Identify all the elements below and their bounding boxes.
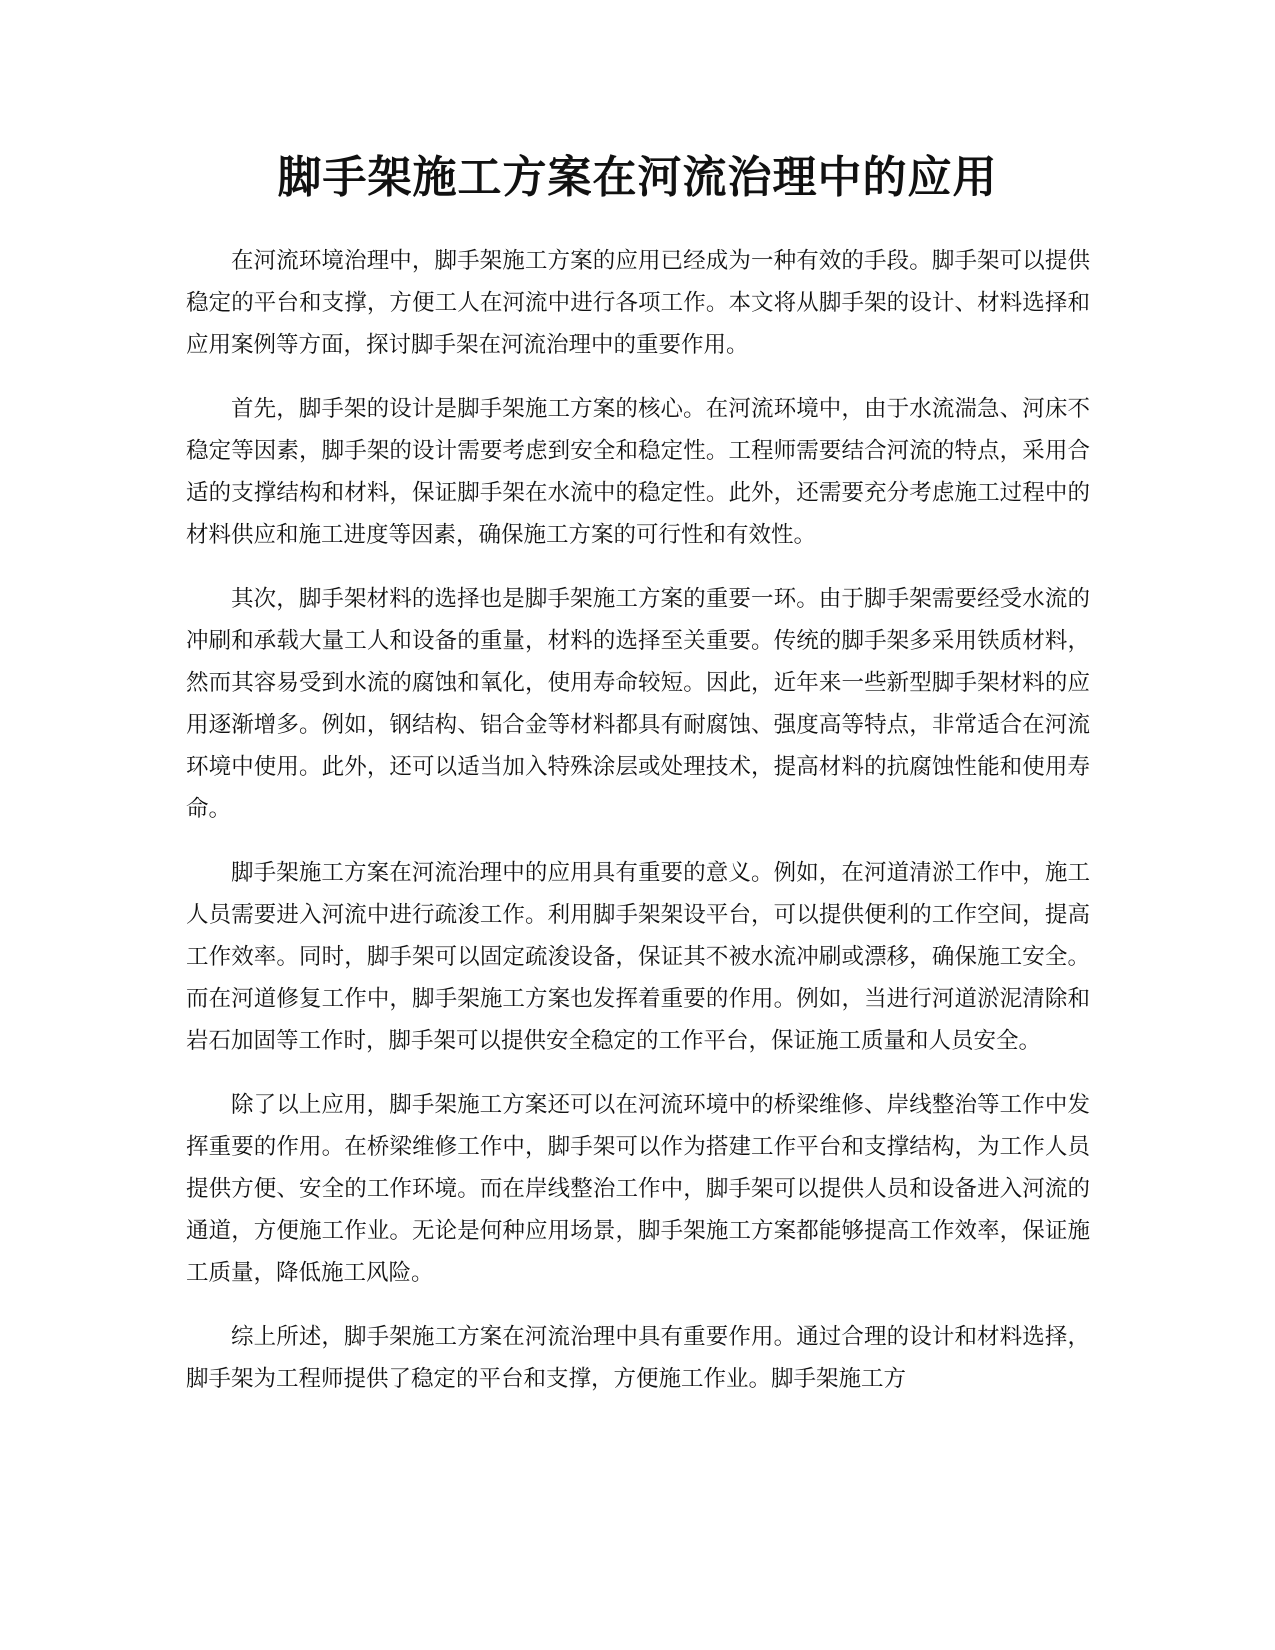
paragraph-1: 在河流环境治理中，脚手架施工方案的应用已经成为一种有效的手段。脚手架可以提供稳定的平台和支撑，方便工人在河流中进行各项工作。本文将从脚手架的设计、材料选择和应用案例等方面，探讨脚手架在河流治理中的重要作用。 bbox=[186, 248, 1090, 358]
paragraph-3: 其次，脚手架材料的选择也是脚手架施工方案的重要一环。由于脚手架需要经受水流的冲刷和承载大量工人和设备的重量，材料的选择至关重要。传统的脚手架多采用铁质材料，然而其容易受到水流的腐蚀和氧化，使用寿命较短。因此，近年来一些新型脚手架材料的应用逐渐增多。例如，钢结构、铝合金等材料都具有耐腐蚀、强度高等特点，非常适合在河流环境中使用。此外，还可以适当加入特殊涂层或处理技术，提高材料的抗腐蚀性能和使用寿命。 bbox=[186, 586, 1090, 822]
paragraph-6: 综上所述，脚手架施工方案在河流治理中具有重要作用。通过合理的设计和材料选择，脚手架为工程师提供了稳定的平台和支撑，方便施工作业。脚手架施工方 bbox=[186, 1324, 1090, 1392]
document-body bbox=[186, 240, 1090, 1422]
paragraph-5: 除了以上应用，脚手架施工方案还可以在河流环境中的桥梁维修、岸线整治等工作中发挥重要的作用。在桥梁维修工作中，脚手架可以作为搭建工作平台和支撑结构，为工作人员提供方便、安全的工作环境。而在岸线整治工作中，脚手架可以提供人员和设备进入河流的通道，方便施工作业。无论是何种应用场景，脚手架施工方案都能够提高工作效率，保证施工质量，降低施工风险。 bbox=[186, 1092, 1090, 1286]
document-title: 脚手架施工方案在河流治理中的应用 bbox=[277, 152, 998, 203]
paragraph-2: 首先，脚手架的设计是脚手架施工方案的核心。在河流环境中，由于水流湍急、河床不稳定等因素，脚手架的设计需要考虑到安全和稳定性。工程师需要结合河流的特点，采用合适的支撑结构和材料，保证脚手架在水流中的稳定性。此外，还需要充分考虑施工过程中的材料供应和施工进度等因素，确保施工方案的可行性和有效性。 bbox=[186, 396, 1090, 548]
paragraph-4: 脚手架施工方案在河流治理中的应用具有重要的意义。例如，在河道清淤工作中，施工人员需要进入河流中进行疏浚工作。利用脚手架架设平台，可以提供便利的工作空间，提高工作效率。同时，脚手架可以固定疏浚设备，保证其不被水流冲刷或漂移，确保施工安全。而在河道修复工作中，脚手架施工方案也发挥着重要的作用。例如，当进行河道淤泥清除和岩石加固等工作时，脚手架可以提供安全稳定的工作平台，保证施工质量和人员安全。 bbox=[186, 860, 1090, 1054]
